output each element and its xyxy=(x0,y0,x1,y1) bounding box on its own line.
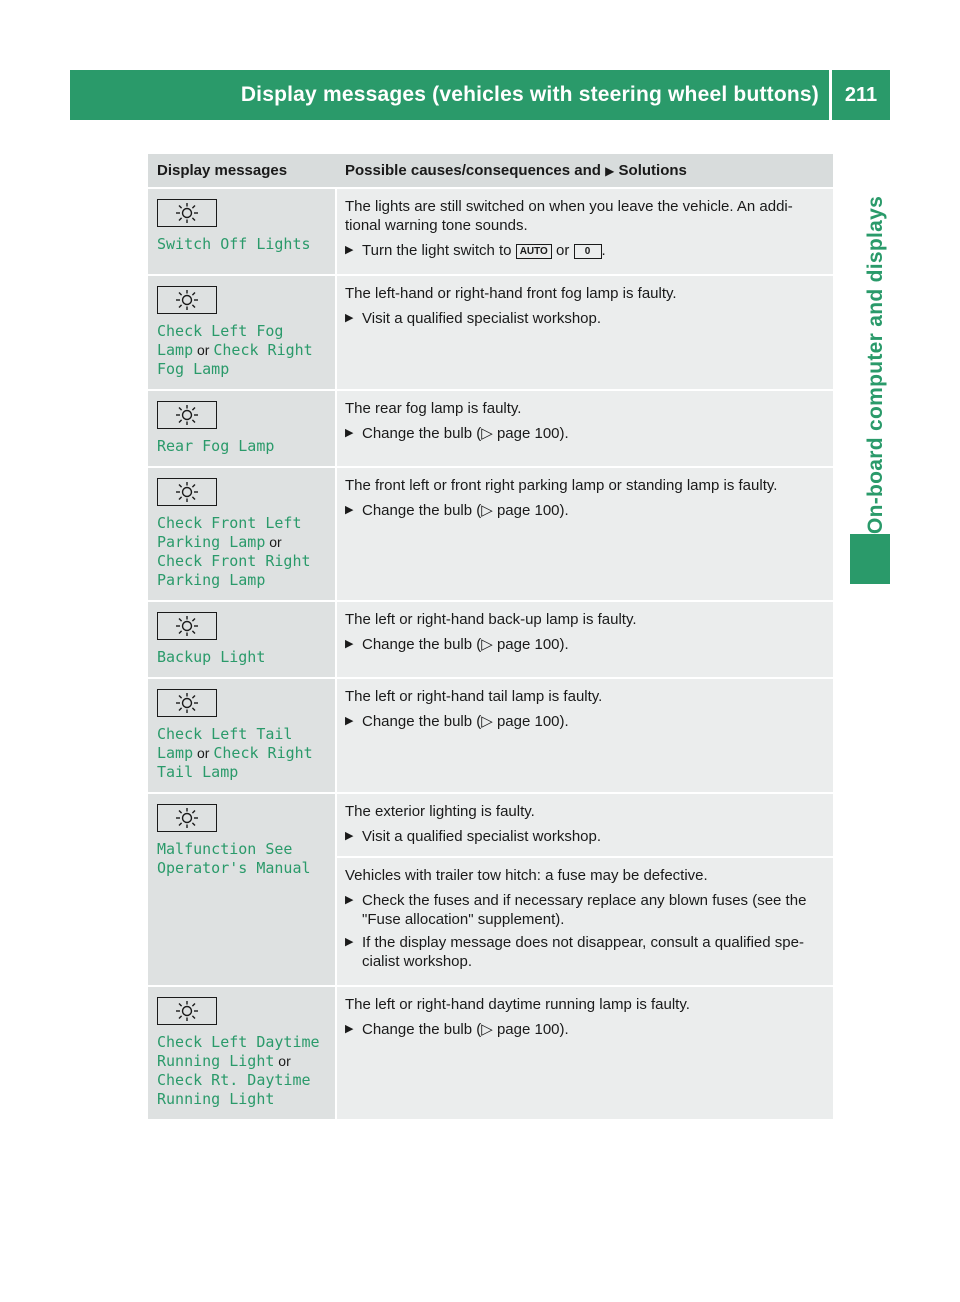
auto-light-switch-icon: AUTO xyxy=(516,244,552,259)
display-message: Check Right Fog Lamp xyxy=(157,341,313,378)
display-message: Malfunction See Operator's Manual xyxy=(157,840,311,877)
display-message: Check Left Fog Lamp xyxy=(157,322,284,359)
lamp-warning-icon xyxy=(157,478,217,506)
table-row xyxy=(148,275,833,390)
triangle-bullet-icon: ▶ xyxy=(345,936,354,948)
lamp-bulb-symbol xyxy=(174,692,200,714)
table-row xyxy=(148,390,833,467)
display-message: Check Right Tail Lamp xyxy=(157,744,313,781)
table-row xyxy=(148,467,833,601)
lamp-bulb-symbol xyxy=(174,1000,200,1022)
solution-cell xyxy=(336,390,833,467)
step-text-or: or xyxy=(556,242,570,259)
step-text: Change the bulb (▷ page 100). xyxy=(362,502,569,519)
solution-step xyxy=(345,712,826,731)
step-text: Visit a qualified specialist workshop. xyxy=(362,828,602,845)
solution-cell xyxy=(336,793,833,986)
lamp-warning-icon xyxy=(157,401,217,429)
col-header-solutions-text: Possible causes/consequences and xyxy=(345,162,601,179)
message-cell xyxy=(148,390,336,467)
table-row xyxy=(148,601,833,678)
or-connector: or xyxy=(274,1053,291,1069)
block-divider xyxy=(337,856,833,858)
solution-step xyxy=(345,501,826,520)
cause-text: The left or right-hand daytime running lamp is faulty. xyxy=(345,996,690,1013)
lamp-warning-icon xyxy=(157,286,217,314)
lamp-bulb-symbol xyxy=(174,202,200,224)
step-text-start: Turn the light switch to xyxy=(362,242,512,259)
display-message-text xyxy=(157,1033,327,1109)
cause-text: The left-hand or right-hand front fog lamp is faulty. xyxy=(345,285,677,302)
light-switch-off-icon: 0 xyxy=(574,244,602,259)
triangle-bullet-icon: ▶ xyxy=(345,427,354,439)
step-text: Visit a qualified specialist workshop. xyxy=(362,310,602,327)
triangle-bullet-icon: ▶ xyxy=(345,715,354,727)
display-message: Check Front Left Parking Lamp xyxy=(157,514,302,551)
lamp-warning-icon xyxy=(157,997,217,1025)
page-title: Display messages (vehicles with steering wheel buttons) xyxy=(240,83,819,106)
triangle-bullet-icon: ▶ xyxy=(605,164,615,178)
lamp-bulb-symbol xyxy=(174,615,200,637)
solution-step xyxy=(345,891,826,929)
step-text: If the display message does not disappear, consult a qualified spe-cialist workshop. xyxy=(362,934,804,970)
lamp-bulb-symbol xyxy=(174,807,200,829)
table-row xyxy=(148,986,833,1120)
step-text: Change the bulb (▷ page 100). xyxy=(362,713,569,730)
display-message-text xyxy=(157,725,327,782)
lamp-warning-icon xyxy=(157,199,217,227)
table-row xyxy=(148,188,833,275)
table-row xyxy=(148,678,833,793)
solution-cell xyxy=(336,678,833,793)
col-header-solutions xyxy=(336,154,833,188)
step-text-end: . xyxy=(601,242,606,259)
page-number: 211 xyxy=(844,83,878,106)
lamp-warning-icon xyxy=(157,612,217,640)
display-message-text xyxy=(157,235,327,254)
display-message-text xyxy=(157,514,327,590)
display-message-text xyxy=(157,437,327,456)
triangle-bullet-icon: ▶ xyxy=(345,244,354,256)
solution-cell xyxy=(336,601,833,678)
col-header-solutions-suffix: Solutions xyxy=(618,162,687,179)
lamp-warning-icon xyxy=(157,804,217,832)
display-message-text xyxy=(157,322,327,379)
message-cell xyxy=(148,986,336,1120)
display-message: Rear Fog Lamp xyxy=(157,437,275,455)
message-cell xyxy=(148,467,336,601)
triangle-bullet-icon: ▶ xyxy=(345,1023,354,1035)
cause-text: The left or right-hand tail lamp is faulty. xyxy=(345,688,603,705)
cause-text: Vehicles with trailer tow hitch: a fuse may be defective. xyxy=(345,867,708,884)
table-header-row xyxy=(148,154,833,188)
solution-cell xyxy=(336,467,833,601)
triangle-bullet-icon: ▶ xyxy=(345,894,354,906)
solution-cell xyxy=(336,275,833,390)
message-cell xyxy=(148,678,336,793)
or-connector: or xyxy=(265,534,282,550)
solution-step xyxy=(345,424,826,443)
cause-text: The exterior lighting is faulty. xyxy=(345,803,535,820)
solution-step xyxy=(345,1020,826,1039)
step-text: Check the fuses and if necessary replace any blown fuses (see the "Fuse allocation" supplement). xyxy=(362,892,807,928)
display-message: Check Front Right Parking Lamp xyxy=(157,552,311,589)
message-cell xyxy=(148,275,336,390)
display-messages-table xyxy=(148,154,833,1121)
side-tab-label: On-board computer and displays xyxy=(864,195,887,535)
lamp-warning-icon xyxy=(157,689,217,717)
solution-step xyxy=(345,933,826,971)
cause-text: The front left or front right parking lamp or standing lamp is faulty. xyxy=(345,477,778,494)
solution-cell xyxy=(336,986,833,1120)
display-message: Check Rt. Daytime Running Light xyxy=(157,1071,311,1108)
lamp-bulb-symbol xyxy=(174,404,200,426)
step-text xyxy=(362,241,606,260)
lamp-bulb-symbol xyxy=(174,481,200,503)
or-connector: or xyxy=(193,342,214,358)
side-tab-marker xyxy=(850,534,890,584)
message-cell xyxy=(148,601,336,678)
solution-step xyxy=(345,309,826,328)
solution-step xyxy=(345,241,826,260)
triangle-bullet-icon: ▶ xyxy=(345,638,354,650)
display-message: Backup Light xyxy=(157,648,266,666)
triangle-bullet-icon: ▶ xyxy=(345,504,354,516)
step-text: Change the bulb (▷ page 100). xyxy=(362,425,569,442)
table-row xyxy=(148,793,833,986)
cause-text: The lights are still switched on when you leave the vehicle. An addi-tional warning tone sounds. xyxy=(345,198,793,234)
step-text: Change the bulb (▷ page 100). xyxy=(362,636,569,653)
solution-step xyxy=(345,635,826,654)
solution-cell xyxy=(336,188,833,275)
or-connector: or xyxy=(193,745,214,761)
cause-text: The left or right-hand back-up lamp is faulty. xyxy=(345,611,637,628)
triangle-bullet-icon: ▶ xyxy=(345,312,354,324)
triangle-bullet-icon: ▶ xyxy=(345,830,354,842)
display-message-text xyxy=(157,648,327,667)
solution-step xyxy=(345,827,826,846)
message-cell xyxy=(148,188,336,275)
display-message-text xyxy=(157,840,327,878)
display-message: Check Left Tail Lamp xyxy=(157,725,293,762)
col-header-messages: Display messages xyxy=(148,154,336,188)
message-cell xyxy=(148,793,336,986)
display-message: Switch Off Lights xyxy=(157,235,311,253)
lamp-bulb-symbol xyxy=(174,289,200,311)
cause-text: The rear fog lamp is faulty. xyxy=(345,400,522,417)
step-text: Change the bulb (▷ page 100). xyxy=(362,1021,569,1038)
display-message: Check Left Daytime Running Light xyxy=(157,1033,320,1070)
